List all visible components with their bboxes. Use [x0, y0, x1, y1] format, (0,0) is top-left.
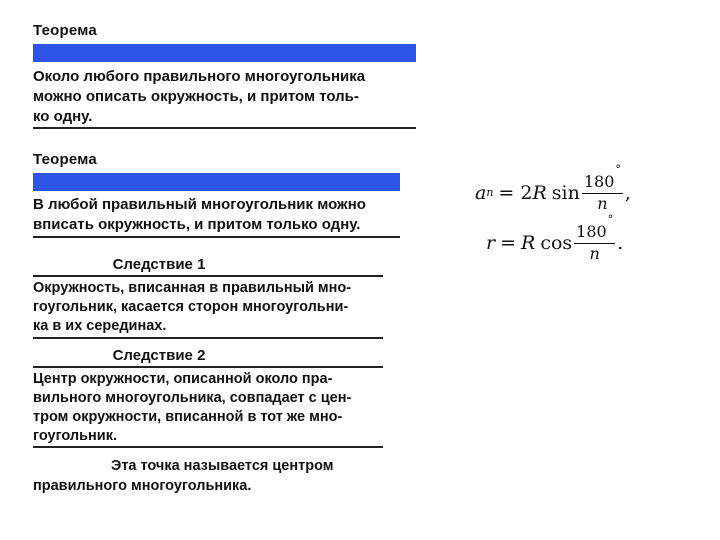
theorem-1-text [33, 67, 416, 127]
formula-2-fraction [574, 213, 615, 263]
inradius-formula [486, 213, 624, 263]
theorem-2-divider [33, 236, 400, 238]
formula-1-subscript: n [486, 186, 494, 199]
theorem-2-text [33, 195, 400, 235]
corollary-1-line: гоугольник, касается сторон многоугольни- [33, 299, 349, 315]
theorem-2-accent-bar [33, 173, 400, 191]
formula-1-numerator: 180° [583, 163, 621, 191]
corollary-2-line: вильного многоугольника, совпадает с цен- [33, 390, 352, 406]
theorem-1-divider [33, 127, 416, 129]
theorem-1-accent-bar [33, 44, 416, 62]
corollary-2-line: тром окружности, вписанной в тот же мно- [33, 409, 343, 425]
formula-1-variable: R [532, 181, 547, 204]
theorem-1-heading: Теорема [33, 22, 97, 39]
theorem-2-heading: Теорема [33, 151, 97, 168]
formula-2-function: cos [540, 231, 573, 254]
theorem-2-line: В любой правильный многоугольник можно [33, 196, 366, 213]
corollary-1-line: ка в их серединах. [33, 318, 167, 334]
corollary-2-title: Следствие 2 [112, 347, 206, 364]
degree-symbol: ° [607, 213, 614, 226]
formula-1-denominator: n [597, 194, 608, 213]
corollary-1-title: Следствие 1 [112, 256, 206, 273]
theorem-1-line: Около любого правильного многоугольника [33, 68, 366, 85]
formula-2-variable: R [521, 231, 536, 254]
formula-1-tail: , [624, 181, 631, 204]
theorem-2-line: вписать окружность, и притом только одну. [33, 216, 361, 233]
center-note-line: правильного многоугольника. [33, 478, 252, 494]
formula-1-fraction [582, 163, 623, 213]
theorem-1-line: ко одну. [33, 108, 93, 125]
corollary-2-line: гоугольник. [33, 428, 118, 444]
corollary-1-text [33, 279, 383, 336]
formula-1-equals: = 2 [498, 181, 533, 204]
formula-2-numerator: 180° [576, 213, 614, 241]
formula-2-equals: = [500, 231, 517, 254]
formula-1-function: sin [551, 181, 580, 204]
formula-2-lhs: r [486, 231, 496, 254]
corollary-1-line: Окружность, вписанная в правильный мно- [33, 280, 352, 296]
degree-symbol: ° [615, 163, 621, 176]
corollary-2-top-rule [33, 366, 383, 368]
formula-2-tail: . [617, 231, 624, 254]
corollary-1-bottom-rule [33, 337, 383, 339]
theorem-1-line: можно описать окружность, и притом толь- [33, 88, 359, 105]
circumradius-side-formula [475, 163, 631, 213]
corollary-2-bottom-rule [33, 446, 383, 448]
formula-1-lhs: a [475, 181, 487, 204]
corollary-2-text [33, 370, 383, 446]
center-note-line: Эта точка называется центром [111, 458, 334, 474]
corollary-1-top-rule [33, 275, 383, 277]
center-note [33, 456, 383, 496]
corollary-2-line: Центр окружности, описанной около пра- [33, 371, 333, 387]
formula-2-denominator: n [589, 244, 600, 263]
